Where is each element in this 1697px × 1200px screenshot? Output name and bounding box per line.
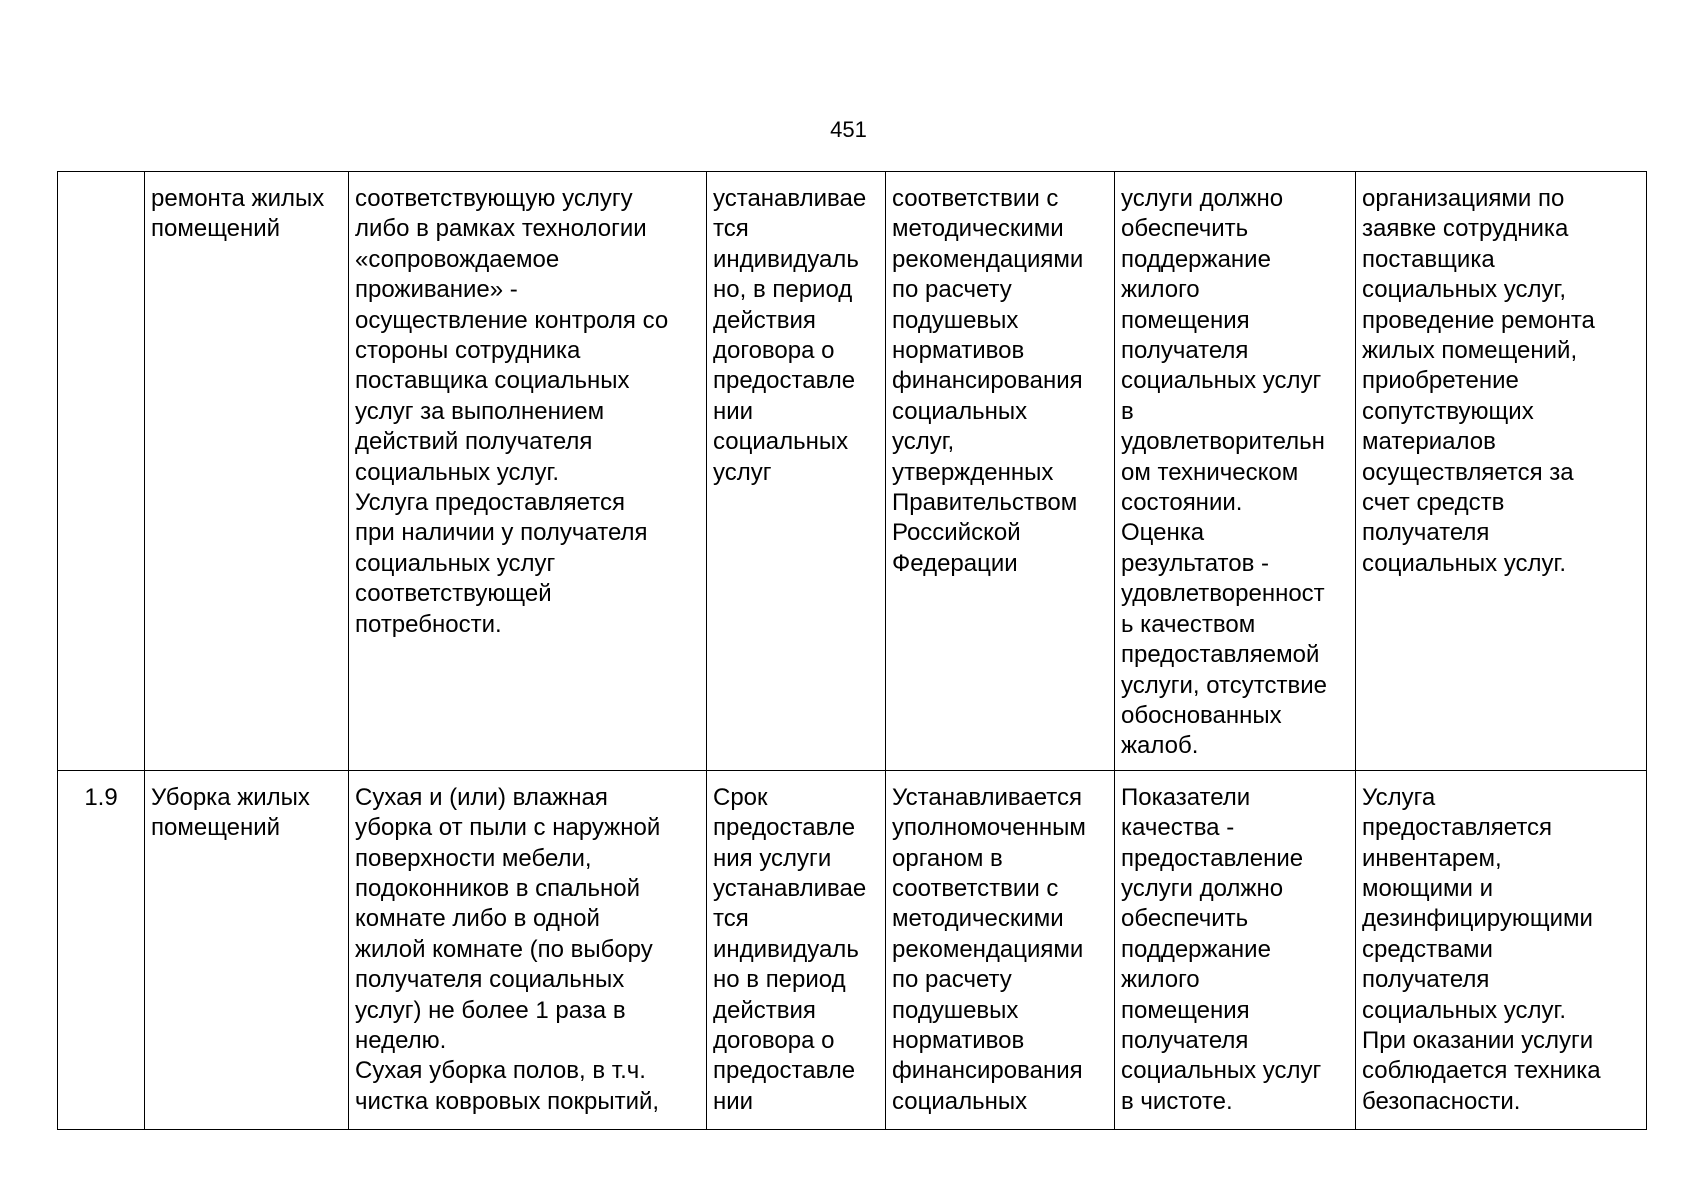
cell-service-term: устанавливае тся индивидуаль но, в период действия договора о предоставле нии социальных услуг (707, 172, 886, 771)
cell-service-name: Уборка жилых помещений (145, 770, 349, 1129)
page-number: 451 (830, 117, 867, 142)
table-row (58, 770, 1647, 1129)
cell-service-quality: Показатели качества - предоставление услуги должно обеспечить поддержание жилого помещения получателя социальных услуг в чистоте. (1115, 770, 1356, 1129)
services-table (57, 171, 1647, 1130)
cell-service-conditions: Услуга предоставляется инвентарем, моющими и дезинфицирующими средствами получателя социальных услуг. При оказании услуги соблюдается техника безопасности. (1356, 770, 1647, 1129)
cell-number (58, 172, 145, 771)
cell-service-term: Срок предоставле ния услуги устанавливае тся индивидуаль но в период действия договора о предоставле нии (707, 770, 886, 1129)
cell-service-name: ремонта жилых помещений (145, 172, 349, 771)
cell-service-description: соответствующую услугу либо в рамках технологии «сопровождаемое проживание» - осуществление контроля со стороны сотрудника поставщика социальных услуг за выполнением действий получателя социальных услуг. Услуга предоставляется при наличии у получателя социальных услуг соответствующей потребности. (349, 172, 707, 771)
cell-service-cost: соответствии с методическими рекомендациями по расчету подушевых нормативов финансирования социальных услуг, утвержденных Правительством Российской Федерации (886, 172, 1115, 771)
cell-number: 1.9 (58, 770, 145, 1129)
cell-service-cost: Устанавливается уполномоченным органом в соответствии с методическими рекомендациями по расчету подушевых нормативов финансирования социальных (886, 770, 1115, 1129)
cell-service-conditions: организациями по заявке сотрудника поставщика социальных услуг, проведение ремонта жилых помещений, приобретение сопутствующих материалов осуществляется за счет средств получателя социальных услуг. (1356, 172, 1647, 771)
cell-service-description: Сухая и (или) влажная уборка от пыли с наружной поверхности мебели, подоконников в спальной комнате либо в одной жилой комнате (по выбору получателя социальных услуг) не более 1 раза в неделю. Сухая уборка полов, в т.ч. чистка ковровых покрытий, (349, 770, 707, 1129)
table-row (58, 172, 1647, 771)
cell-service-quality: услуги должно обеспечить поддержание жилого помещения получателя социальных услуг в удовлетворительн ом техническом состоянии. Оценка результатов - удовлетворенност ь качеством предоставляемой услуги, отсутствие обоснованных жалоб. (1115, 172, 1356, 771)
